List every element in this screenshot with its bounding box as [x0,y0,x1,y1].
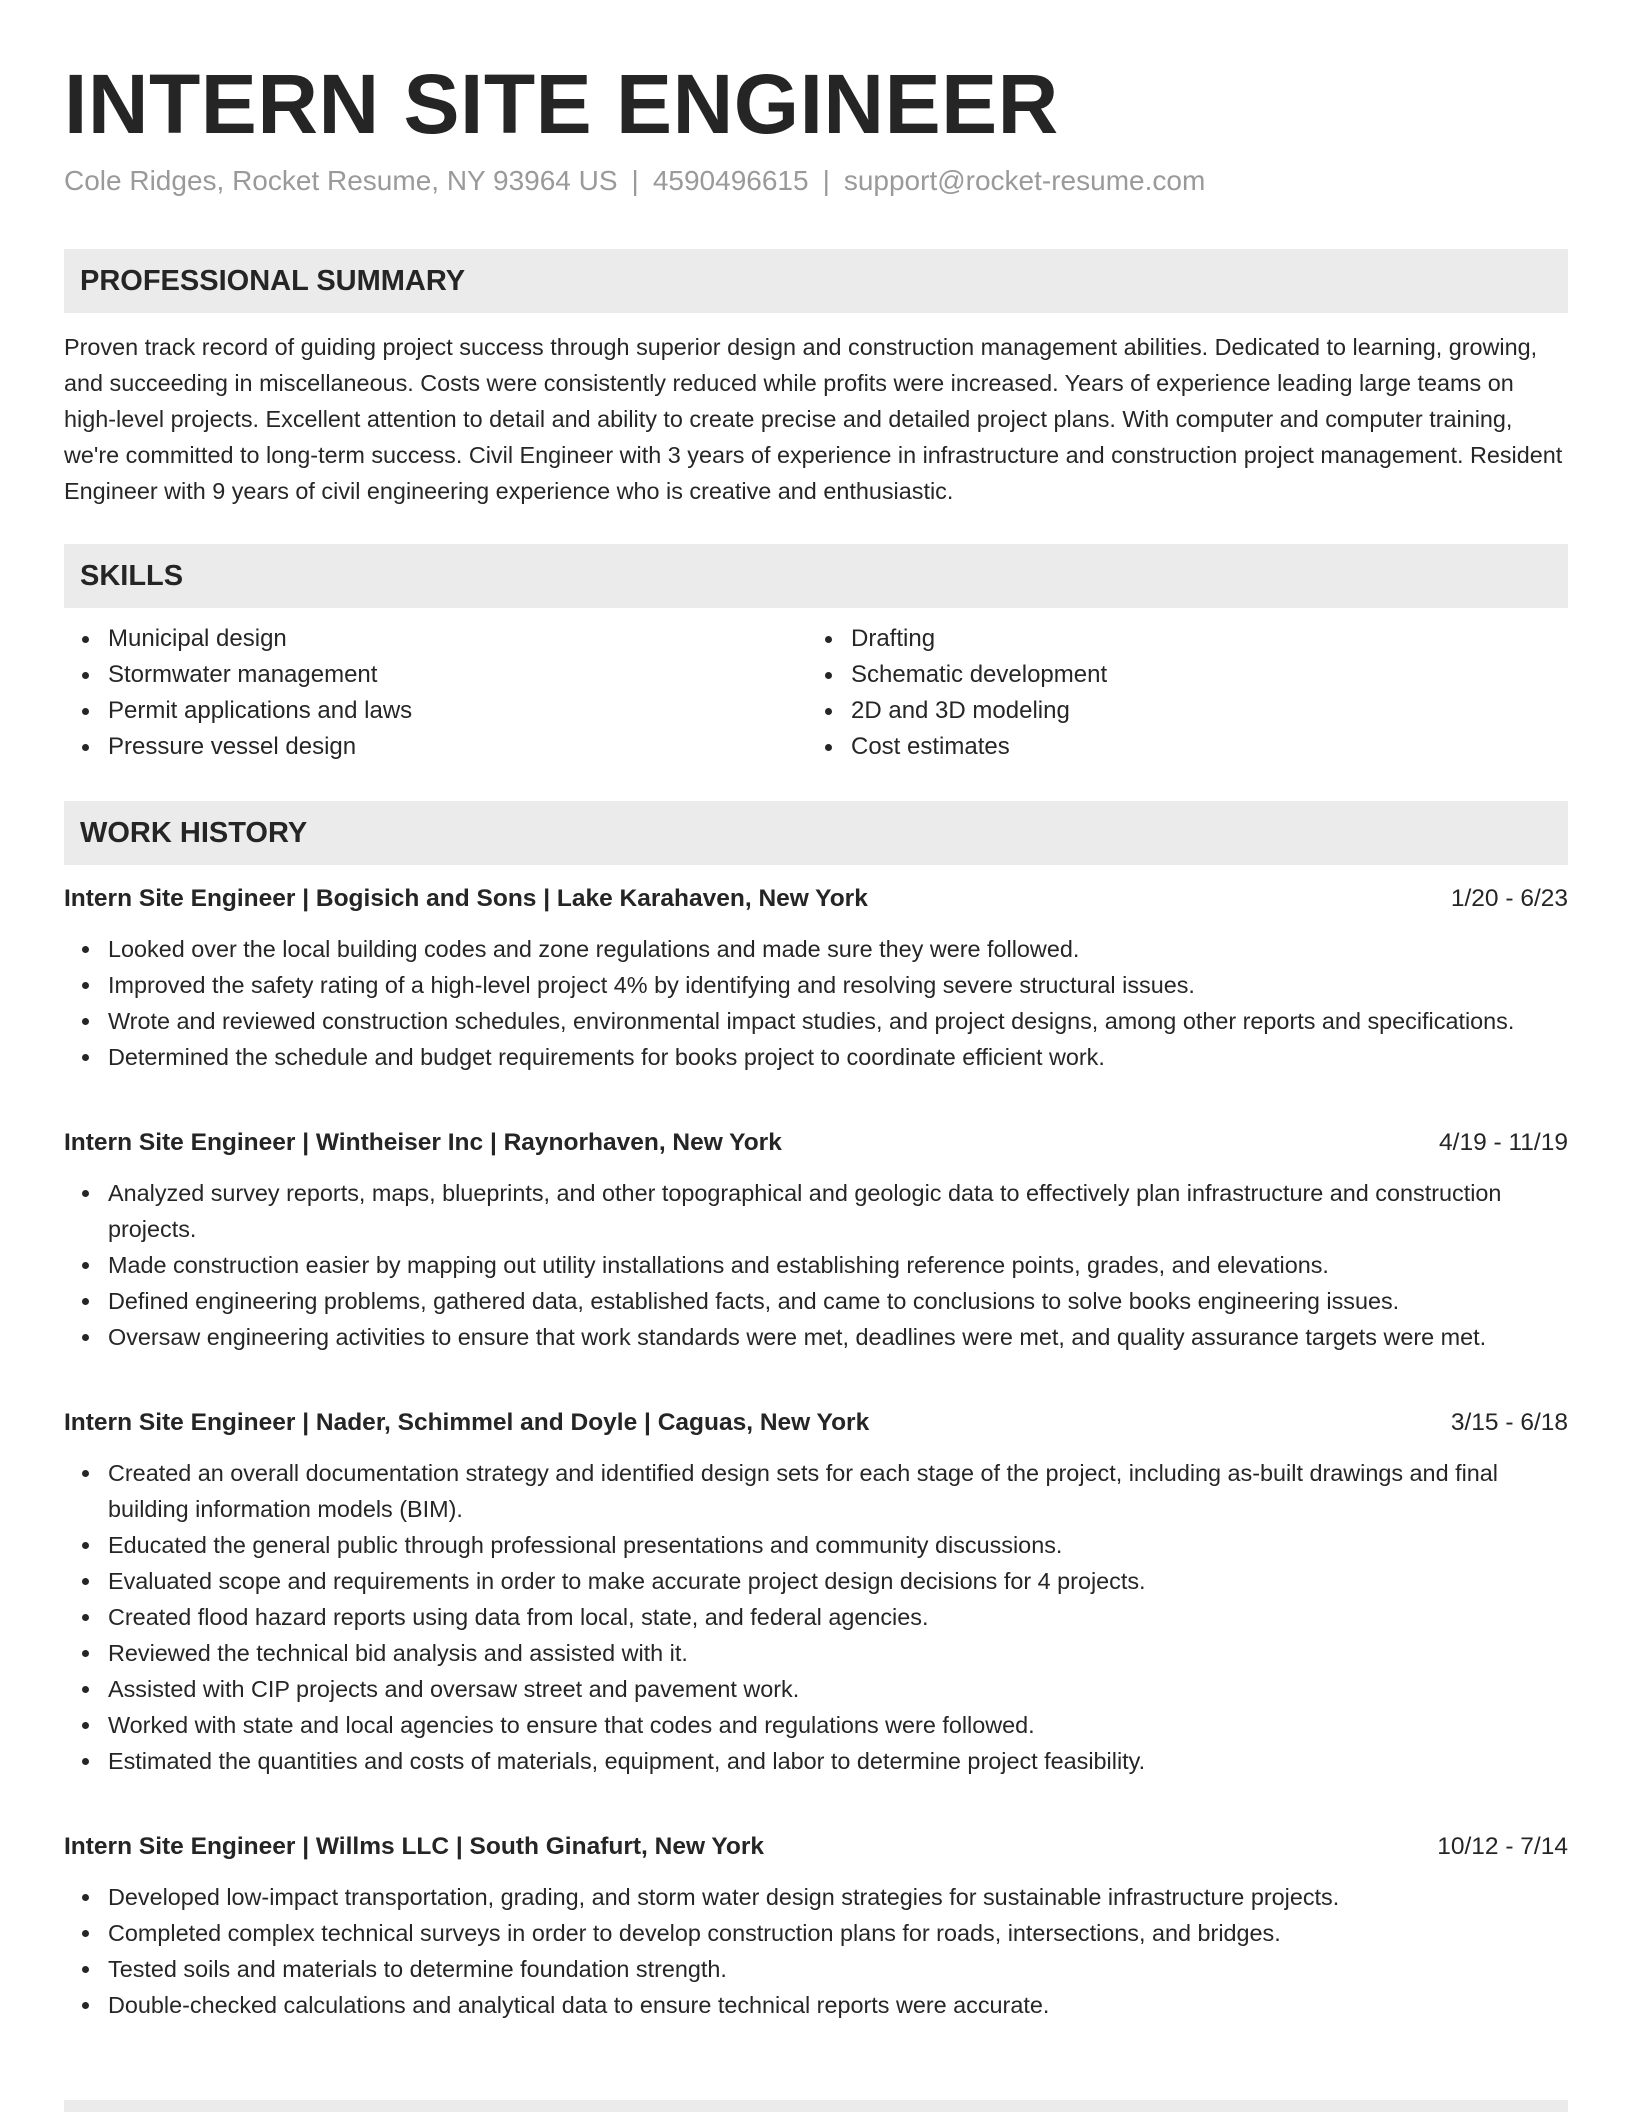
section-heading-skills: SKILLS [64,544,1568,608]
job-bullet: Determined the schedule and budget requirements for books project to coordinate efficient work. [108,1039,1568,1075]
job-bullet: Double-checked calculations and analytical data to ensure technical reports were accurate. [108,1987,1568,2023]
resume-name-title: INTERN SITE ENGINEER [64,57,1059,151]
job-bullet: Wrote and reviewed construction schedules, environmental impact studies, and project designs, among other reports and specifications. [108,1003,1568,1039]
job-bullet: Completed complex technical surveys in order to develop construction plans for roads, intersections, and bridges. [108,1915,1568,1951]
job-dates: 10/12 - 7/14 [1437,1833,1568,1860]
contact-address: Cole Ridges, Rocket Resume, NY 93964 US [64,165,618,196]
job-bullet: Improved the safety rating of a high-level project 4% by identifying and resolving severe structural issues. [108,967,1568,1003]
job-header [64,1829,1568,1865]
job-bullets [64,1879,1568,2023]
job-bullet: Reviewed the technical bid analysis and assisted with it. [108,1635,1568,1671]
job-entry [64,1125,1568,1355]
skill-item: Schematic development [851,657,1548,693]
skill-item: Cost estimates [851,729,1548,765]
contact-separator: | [631,165,639,196]
section-heading-work-history: WORK HISTORY [64,801,1568,865]
skill-item: Municipal design [108,621,806,657]
job-entry [64,881,1568,1075]
work-history [64,881,1568,2023]
job-bullets [64,1175,1568,1355]
job-bullet: Made construction easier by mapping out utility installations and establishing reference points, grades, and elevations. [108,1247,1568,1283]
job-bullet: Created an overall documentation strategy and identified design sets for each stage of the project, including as-built drawings and final building information models (BIM). [108,1455,1568,1527]
contact-phone: 4590496615 [652,165,809,196]
contact-line [64,164,1568,198]
job-bullet: Oversaw engineering activities to ensure that work standards were met, deadlines were met, and quality assurance targets were met. [108,1319,1568,1355]
skills-list [64,621,1568,765]
job-bullets [64,931,1568,1075]
job-header [64,1125,1568,1161]
skill-item: Drafting [851,621,1548,657]
job-dates: 1/20 - 6/23 [1450,885,1568,912]
job-bullet: Analyzed survey reports, maps, blueprints, and other topographical and geologic data to effectively plan infrastructure and construction projects. [108,1175,1568,1247]
job-header [64,881,1568,917]
section-heading-summary: PROFESSIONAL SUMMARY [64,249,1568,313]
job-bullet: Educated the general public through professional presentations and community discussions. [108,1527,1568,1563]
job-dates: 4/19 - 11/19 [1439,1129,1568,1156]
resume-page [64,0,1568,2023]
job-entry [64,1829,1568,2023]
contact-separator: | [822,165,830,196]
job-bullet: Estimated the quantities and costs of materials, equipment, and labor to determine project feasibility. [108,1743,1568,1779]
job-bullet: Developed low-impact transportation, grading, and storm water design strategies for sustainable infrastructure projects. [108,1879,1568,1915]
job-title: Intern Site Engineer | Willms LLC | South Ginafurt, New York [64,1833,765,1860]
job-bullets [64,1455,1568,1779]
next-section-band [64,2100,1568,2112]
job-title: Intern Site Engineer | Bogisich and Sons | Lake Karahaven, New York [64,885,868,912]
skill-item: Pressure vessel design [108,729,806,765]
job-title: Intern Site Engineer | Wintheiser Inc | Raynorhaven, New York [64,1129,782,1156]
job-bullet: Defined engineering problems, gathered data, established facts, and came to conclusions to solve books engineering issues. [108,1283,1568,1319]
skills-column-left [64,621,806,765]
job-dates: 3/15 - 6/18 [1450,1409,1568,1436]
job-title: Intern Site Engineer | Nader, Schimmel and Doyle | Caguas, New York [64,1409,870,1436]
contact-email: support@rocket-resume.com [843,165,1206,196]
job-bullet: Tested soils and materials to determine foundation strength. [108,1951,1568,1987]
job-bullet: Looked over the local building codes and zone regulations and made sure they were followed. [108,931,1568,967]
skill-item: 2D and 3D modeling [851,693,1548,729]
job-bullet: Worked with state and local agencies to ensure that codes and regulations were followed. [108,1707,1568,1743]
skill-item: Stormwater management [108,657,806,693]
job-bullet: Created flood hazard reports using data from local, state, and federal agencies. [108,1599,1568,1635]
job-entry [64,1405,1568,1779]
summary-paragraph: Proven track record of guiding project success through superior design and construction management abilities. Dedicated to learning, growing, and succeeding in miscellaneous. Costs were consistently reduced while profits were increased. Years of experience leading large teams on high-level projects. Excellent attention to detail and ability to create precise and detailed project plans. With computer and computer training, we're committed to long-term success. Civil Engineer with 3 years of experience in infrastructure and construction project management. Resident Engineer with 9 years of civil engineering experience who is creative and enthusiastic. [64,334,1563,504]
job-bullet: Assisted with CIP projects and oversaw street and pavement work. [108,1671,1568,1707]
job-header [64,1405,1568,1441]
job-bullet: Evaluated scope and requirements in order to make accurate project design decisions for 4 projects. [108,1563,1568,1599]
skill-item: Permit applications and laws [108,693,806,729]
skills-column-right [806,621,1548,765]
